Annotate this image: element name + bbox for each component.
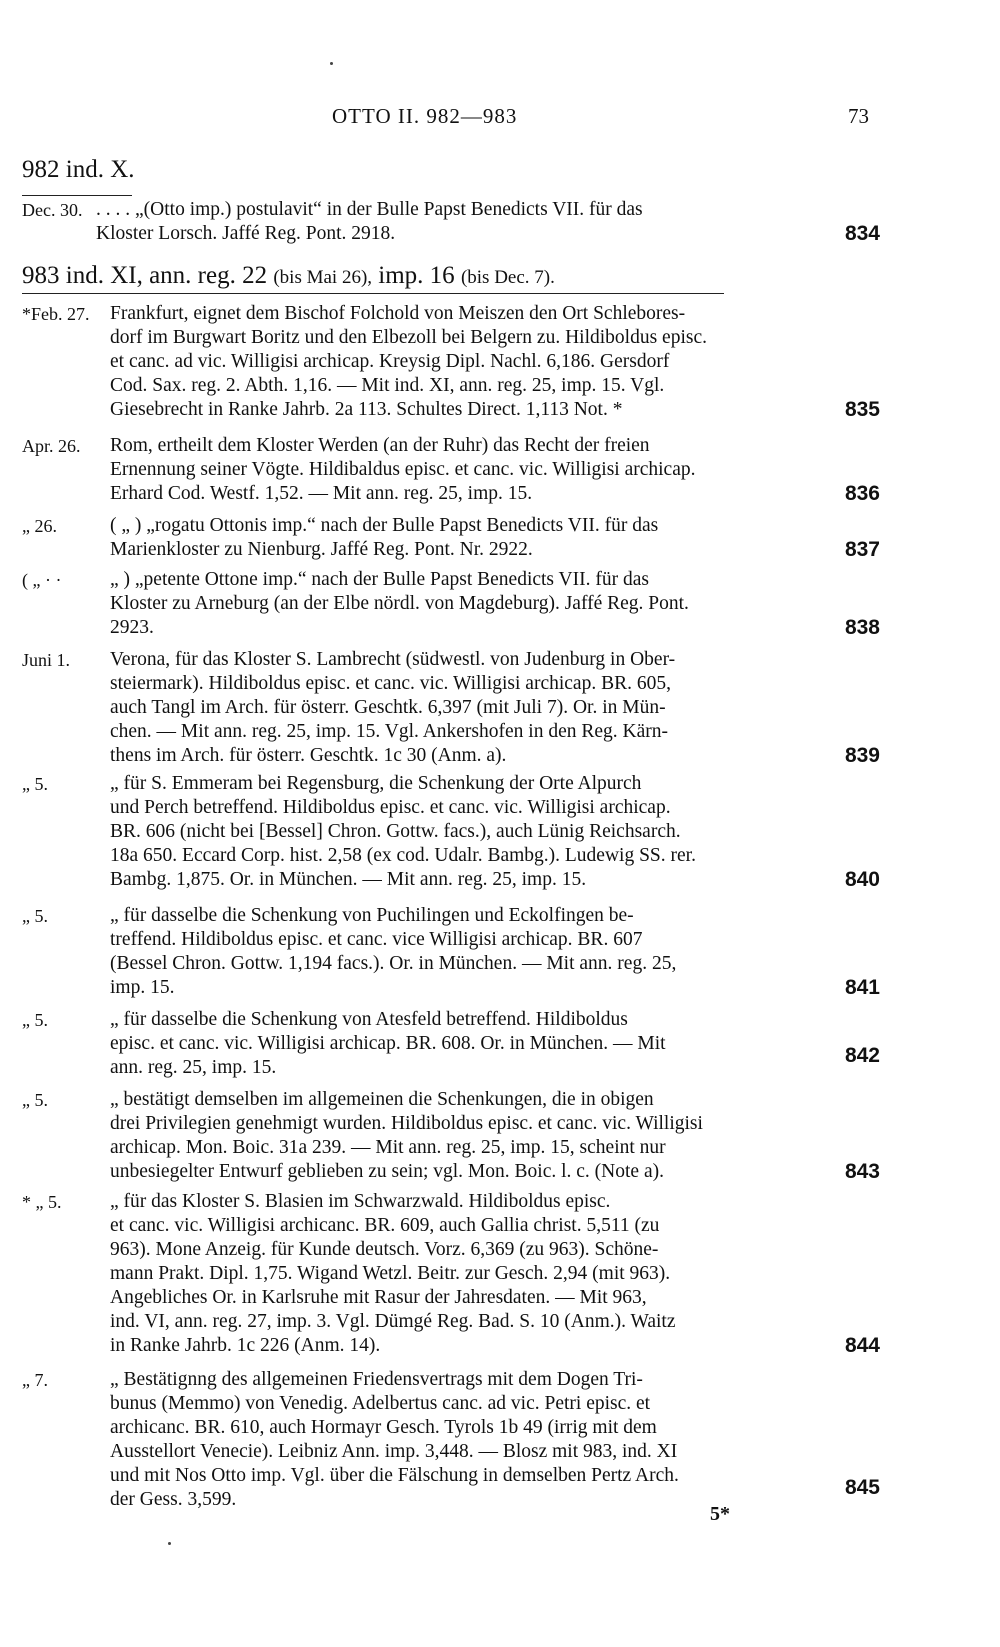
speck-mark [168, 1542, 171, 1545]
page-number: 73 [848, 104, 869, 128]
year-heading-982: 982 ind. X. [22, 156, 135, 183]
entry-number: 841 [844, 976, 880, 999]
entry-line: „ bestätigt demselben im allgemeinen die Schenkungen, die in obigen [110, 1089, 654, 1110]
entry-line: und Perch betreffend. Hildiboldus episc. et canc. vic. Willigisi archicap. [110, 797, 671, 818]
entry-date: „ 5. [22, 906, 48, 926]
entry-line: mann Prakt. Dipl. 1,75. Wigand Wetzl. Beitr. zur Gesch. 2,94 (mit 963). [110, 1263, 671, 1284]
entry-line: auch Tangl im Arch. für österr. Geschtk. 6,397 (mit Juli 7). Or. in Mün- [110, 697, 666, 718]
entry-text [96, 198, 866, 246]
entry-line: unbesiegelter Entwurf geblieben zu sein; vgl. Mon. Boic. l. c. (Note a). [110, 1161, 664, 1182]
entry-line: steiermark). Hildiboldus episc. et canc. vic. Willigisi archicap. BR. 605, [110, 673, 671, 694]
entry-text [110, 1008, 880, 1080]
entry-line: „ Bestätignng des allgemeinen Friedensvertrags mit dem Dogen Tri- [110, 1369, 643, 1390]
entry-date: Dec. 30. [22, 200, 83, 220]
entry-date: „ 7. [22, 1370, 48, 1390]
speck-mark [330, 62, 333, 65]
entry-line: ind. VI, ann. reg. 27, imp. 3. Vgl. Dümgé Reg. Bad. S. 10 (Anm.). Waitz [110, 1311, 676, 1332]
divider-rule [22, 195, 132, 196]
entry-line: „ für dasselbe die Schenkung von Puchilingen und Eckolfingen be- [110, 905, 634, 926]
entry-text [110, 772, 880, 892]
entry-line: imp. 15. [110, 977, 175, 998]
entry-number: 842 [844, 1044, 880, 1067]
entry-line: „ ) „petente Ottone imp.“ nach der Bulle Papst Benedicts VII. für das [110, 569, 649, 590]
entry-line: (Bessel Chron. Gottw. 1,194 facs.). Or. in München. — Mit ann. reg. 25, [110, 953, 677, 974]
entry-date: „ 5. [22, 1090, 48, 1110]
divider-rule [22, 293, 724, 294]
year-heading-983-label: 983 ind. XI, ann. reg. 22 [22, 262, 268, 289]
entry-text [110, 648, 880, 768]
entry-line: 963). Mone Anzeig. für Kunde deutsch. Vorz. 6,369 (zu 963). Schöne- [110, 1239, 659, 1260]
entry-number: 839 [844, 744, 880, 767]
running-title: OTTO II. 982—983 [332, 104, 518, 128]
entry-line: thens im Arch. für österr. Geschtk. 1c 30 (Anm. a). [110, 745, 507, 766]
entry-line: dorf im Burgwart Boritz und den Elbezoll bei Belgern zu. Hildiboldus episc. [110, 327, 707, 348]
entry-line: drei Privilegien genehmigt wurden. Hildiboldus episc. et canc. vic. Willigisi [110, 1113, 703, 1134]
entry-number: 837 [844, 538, 880, 561]
entry-line: und mit Nos Otto imp. Vgl. über die Fälschung in demselben Pertz Arch. [110, 1465, 679, 1486]
entry-line: Rom, ertheilt dem Kloster Werden (an der Ruhr) das Recht der freien [110, 435, 650, 456]
entry-line: „ für dasselbe die Schenkung von Atesfeld betreffend. Hildiboldus [110, 1009, 628, 1030]
entry-line: Marienkloster zu Nienburg. Jaffé Reg. Pont. Nr. 2922. [110, 539, 533, 560]
entry-number: 836 [844, 482, 880, 505]
entry-number: 845 [844, 1476, 880, 1499]
entry-text [110, 302, 880, 422]
entry-line: . . . . „(Otto imp.) postulavit“ in der Bulle Papst Benedicts VII. für das [96, 199, 643, 220]
entry-line: Erhard Cod. Westf. 1,52. — Mit ann. reg. 25, imp. 15. [110, 483, 533, 504]
entry-line: Ernennung seiner Vögte. Hildibaldus episc. et canc. vic. Willigisi archicap. [110, 459, 696, 480]
entry-line: Kloster Lorsch. Jaffé Reg. Pont. 2918. [96, 223, 396, 244]
entry-number: 844 [844, 1334, 880, 1357]
entry-line: Bambg. 1,875. Or. in München. — Mit ann. reg. 25, imp. 15. [110, 869, 587, 890]
entry-number: 838 [844, 616, 880, 639]
entry-line: Angebliches Or. in Karlsruhe mit Rasur der Jahresdaten. — Mit 963, [110, 1287, 647, 1308]
entry-line: „ für S. Emmeram bei Regensburg, die Schenkung der Orte Alpurch [110, 773, 642, 794]
entry-text [110, 434, 880, 506]
entry-line: archicanc. BR. 610, auch Hormayr Gesch. Tyrols 1b 49 (irrig mit dem [110, 1417, 657, 1438]
signature-mark: 5* [710, 1503, 730, 1525]
entry-line: et canc. vic. Willigisi archicanc. BR. 609, auch Gallia christ. 5,511 (zu [110, 1215, 660, 1236]
entry-number: 835 [844, 398, 880, 421]
year-heading-983-sub1: (bis Mai 26), [273, 267, 373, 288]
entry-line: 2923. [110, 617, 154, 638]
entry-date: „ 5. [22, 1010, 48, 1030]
entry-date: Apr. 26. [22, 436, 81, 456]
entry-text [110, 904, 880, 1000]
entry-text [110, 514, 880, 562]
entry-line: treffend. Hildiboldus episc. et canc. vice Willigisi archicap. BR. 607 [110, 929, 643, 950]
entry-line: Kloster zu Arneburg (an der Elbe nördl. von Magdeburg). Jaffé Reg. Pont. [110, 593, 689, 614]
entry-date: * „ 5. [22, 1192, 62, 1212]
entry-line: in Ranke Jahrb. 1c 226 (Anm. 14). [110, 1335, 381, 1356]
entry-line: Ausstellort Venecie). Leibniz Ann. imp. 3,448. — Blosz mit 983, ind. XI [110, 1441, 678, 1462]
entry-line: der Gess. 3,599. [110, 1489, 237, 1510]
entry-line: Frankfurt, eignet dem Bischof Folchold von Meiszen den Ort Schlebores- [110, 303, 686, 324]
entry-line: episc. et canc. vic. Willigisi archicap. BR. 608. Or. in München. — Mit [110, 1033, 666, 1054]
entry-number: 834 [844, 222, 880, 245]
entry-date: ( „ · · [22, 570, 62, 590]
year-heading-983-sub2: (bis Dec. 7). [460, 267, 555, 288]
page-header [0, 104, 1000, 134]
entry-line: Giesebrecht in Ranke Jahrb. 2a 113. Schultes Direct. 1,113 Not. * [110, 399, 623, 420]
entry-date: „ 26. [22, 516, 57, 536]
entry-text [110, 568, 880, 640]
entry-line: archicap. Mon. Boic. 31a 239. — Mit ann. reg. 25, imp. 15, scheint nur [110, 1137, 666, 1158]
entry-date: *Feb. 27. [22, 304, 90, 324]
entry-number: 843 [844, 1160, 880, 1183]
year-heading-983 [22, 262, 555, 290]
entry-text [110, 1190, 880, 1358]
entry-line: „ für das Kloster S. Blasien im Schwarzwald. Hildiboldus episc. [110, 1191, 611, 1212]
entry-line: 18a 650. Eccard Corp. hist. 2,58 (ex cod. Udalr. Bambg.). Ludewig SS. rer. [110, 845, 696, 866]
entry-line: bunus (Memmo) von Venedig. Adelbertus canc. ad vic. Petri episc. et [110, 1393, 651, 1414]
entry-date: Juni 1. [22, 650, 71, 670]
entry-line: ann. reg. 25, imp. 15. [110, 1057, 277, 1078]
entry-line: BR. 606 (nicht bei [Bessel] Chron. Gottw. facs.), auch Lünig Reichsarch. [110, 821, 681, 842]
entry-line: ( „ ) „rogatu Ottonis imp.“ nach der Bulle Papst Benedicts VII. für das [110, 515, 659, 536]
entry-text [110, 1368, 880, 1512]
year-heading-983-mid: imp. 16 [378, 262, 455, 289]
entry-line: chen. — Mit ann. reg. 25, imp. 15. Vgl. Ankershofen in den Reg. Kärn- [110, 721, 668, 742]
entry-line: Cod. Sax. reg. 2. Abth. 1,16. — Mit ind. XI, ann. reg. 25, imp. 15. Vgl. [110, 375, 665, 396]
entry-line: Verona, für das Kloster S. Lambrecht (südwestl. von Judenburg in Ober- [110, 649, 676, 670]
entry-line: et canc. ad vic. Willigisi archicap. Kreysig Dipl. Nachl. 6,186. Gersdorf [110, 351, 670, 372]
entry-text [110, 1088, 880, 1184]
entry-date: „ 5. [22, 774, 48, 794]
entry-number: 840 [844, 868, 880, 891]
